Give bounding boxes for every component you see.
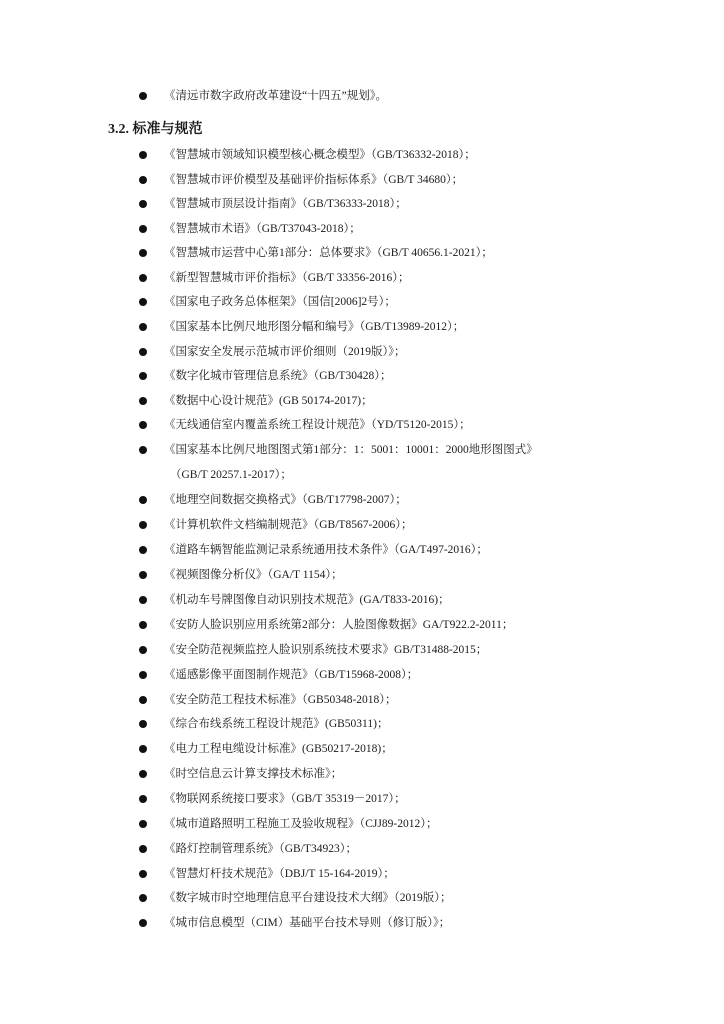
list-item (0, 192, 724, 216)
list-item-text: 《智慧城市评价模型及基础评价指标体系》（GB/T 34680）； (164, 174, 464, 186)
bullet-icon (139, 176, 147, 184)
bullet-icon (139, 546, 147, 554)
list-item-text: 《智慧城市顶层设计指南》（GB/T36333-2018）； (164, 198, 407, 210)
list-item-text: 《机动车号牌图像自动识别技术规范》(GA/T833-2016)； (164, 594, 450, 606)
bullet-icon (139, 323, 147, 331)
bullet-icon (139, 372, 147, 380)
list-item (0, 663, 724, 687)
bullet-icon (139, 894, 147, 902)
list-item (0, 389, 724, 413)
list-item-text: 《智慧城市领域知识模型核心概念模型》（GB/T36332-2018）； (164, 149, 476, 161)
bullet-icon (139, 671, 147, 679)
bullet-icon (139, 348, 147, 356)
bullet-icon (139, 92, 147, 100)
list-item (0, 513, 724, 537)
bullet-icon (139, 919, 147, 927)
bullet-icon (139, 596, 147, 604)
bullet-icon (139, 696, 147, 704)
list-item-text: 《物联网系统接口要求》（GB/T 35319－2017）； (164, 793, 406, 805)
list-item-continuation (0, 463, 724, 487)
list-item-text: 《国家安全发展示范城市评价细则（2019版）》； (164, 346, 406, 358)
list-item (0, 315, 724, 339)
list-item (0, 438, 724, 462)
bullet-icon (139, 496, 147, 504)
list-item-text: 《国家基本比例尺地形图分幅和编号》（GB/T13989-2012）； (164, 321, 465, 333)
list-item-text: 《时空信息云计算支撑技术标准》； (164, 768, 343, 780)
bullet-icon (139, 298, 147, 306)
bullet-icon (139, 795, 147, 803)
list-item (0, 488, 724, 512)
list-item-text: 《地理空间数据交换格式》（GB/T17798-2007）； (164, 494, 407, 506)
list-item-text: 《遥感影像平面图制作规范》（GB/T15968-2008）； (164, 669, 419, 681)
bullet-icon (139, 446, 147, 454)
list-item (0, 812, 724, 836)
list-item-text: 《智慧灯杆技术规范》（DBJ/T 15-164-2019）； (164, 868, 395, 880)
list-item-text: 《数据中心设计规范》(GB 50174-2017)； (164, 395, 373, 407)
list-item (0, 688, 724, 712)
list-item-text: 《清远市数字政府改革建设“十四五”规划》。 (164, 90, 387, 102)
section-number: 3.2. (108, 122, 129, 137)
list-item-text: 《城市信息模型（CIM）基础平台技术导则（修订版）》； (164, 917, 451, 929)
section-title: 标准与规范 (132, 122, 203, 137)
list-item (0, 886, 724, 910)
bullet-icon (139, 820, 147, 828)
list-item (0, 638, 724, 662)
list-item (0, 364, 724, 388)
list-item (0, 862, 724, 886)
list-item (0, 563, 724, 587)
bullet-icon (139, 397, 147, 405)
list-item (0, 737, 724, 761)
list-item-text: 《数字城市时空地理信息平台建设技术大纲》（2019版）； (164, 892, 452, 904)
list-item-text: 《电力工程电缆设计标准》(GB50217-2018)； (164, 743, 393, 755)
list-item (0, 787, 724, 811)
list-item (0, 217, 724, 241)
list-item-text: 《视频图像分析仪》（GA/T 1154）； (164, 569, 343, 581)
list-item (0, 837, 724, 861)
list-item (0, 911, 724, 935)
bullet-icon (139, 870, 147, 878)
bullet-icon (139, 845, 147, 853)
list-item-text: 《综合布线系统工程设计规范》(GB50311)； (164, 718, 389, 730)
bullet-icon (139, 249, 147, 257)
list-item (0, 712, 724, 736)
list-item-text: 《安全防范视频监控人脸识别系统技术要求》GB/T31488-2015； (164, 644, 488, 656)
list-item-text: 《安防人脸识别应用系统第2部分：人脸图像数据》GA/T922.2-2011； (164, 619, 514, 631)
list-item (0, 538, 724, 562)
bullet-icon (139, 770, 147, 778)
list-item-text: 《路灯控制管理系统》（GB/T34923）； (164, 843, 357, 855)
list-item-text: 《智慧城市术语》（GB/T37043-2018）； (164, 223, 361, 235)
list-item (0, 340, 724, 364)
list-item-text: 《计算机软件文档编制规范》（GB/T8567-2006）； (164, 519, 413, 531)
list-item-text: 《新型智慧城市评价指标》（GB/T 33356-2016）； (164, 272, 410, 284)
list-item (0, 613, 724, 637)
bullet-icon (139, 421, 147, 429)
list-item-text: 《国家基本比例尺地图图式第1部分：1：5001：10001：2000地形图图式》 (164, 444, 538, 456)
list-item-text: 《国家电子政务总体框架》（国信[2006]2号）； (164, 296, 396, 308)
list-item-text: 《智慧城市运营中心第1部分：总体要求》（GB/T 40656.1-2021）； (164, 247, 493, 259)
list-item (0, 588, 724, 612)
bullet-icon (139, 720, 147, 728)
bullet-icon (139, 200, 147, 208)
section-heading (108, 120, 203, 140)
bullet-icon (139, 274, 147, 282)
list-item (0, 143, 724, 167)
bullet-icon (139, 571, 147, 579)
list-item-text: （GB/T 20257.1-2017）； (170, 469, 292, 481)
list-item (0, 84, 724, 108)
list-item (0, 168, 724, 192)
bullet-icon (139, 621, 147, 629)
list-item-text: 《城市道路照明工程施工及验收规程》（CJJ89-2012）； (164, 818, 438, 830)
list-item-text: 《道路车辆智能监测记录系统通用技术条件》（GA/T497-2016）； (164, 544, 488, 556)
list-item (0, 413, 724, 437)
list-item-text: 《无线通信室内覆盖系统工程设计规范》（YD/T5120-2015）； (164, 419, 471, 431)
list-item (0, 266, 724, 290)
bullet-icon (139, 745, 147, 753)
list-item-text: 《数字化城市管理信息系统》（GB/T30428）； (164, 370, 392, 382)
list-item (0, 762, 724, 786)
list-item-text: 《安全防范工程技术标准》（GB50348-2018）； (164, 694, 397, 706)
bullet-icon (139, 646, 147, 654)
bullet-icon (139, 521, 147, 529)
bullet-icon (139, 151, 147, 159)
list-item (0, 290, 724, 314)
list-item (0, 241, 724, 265)
bullet-icon (139, 225, 147, 233)
